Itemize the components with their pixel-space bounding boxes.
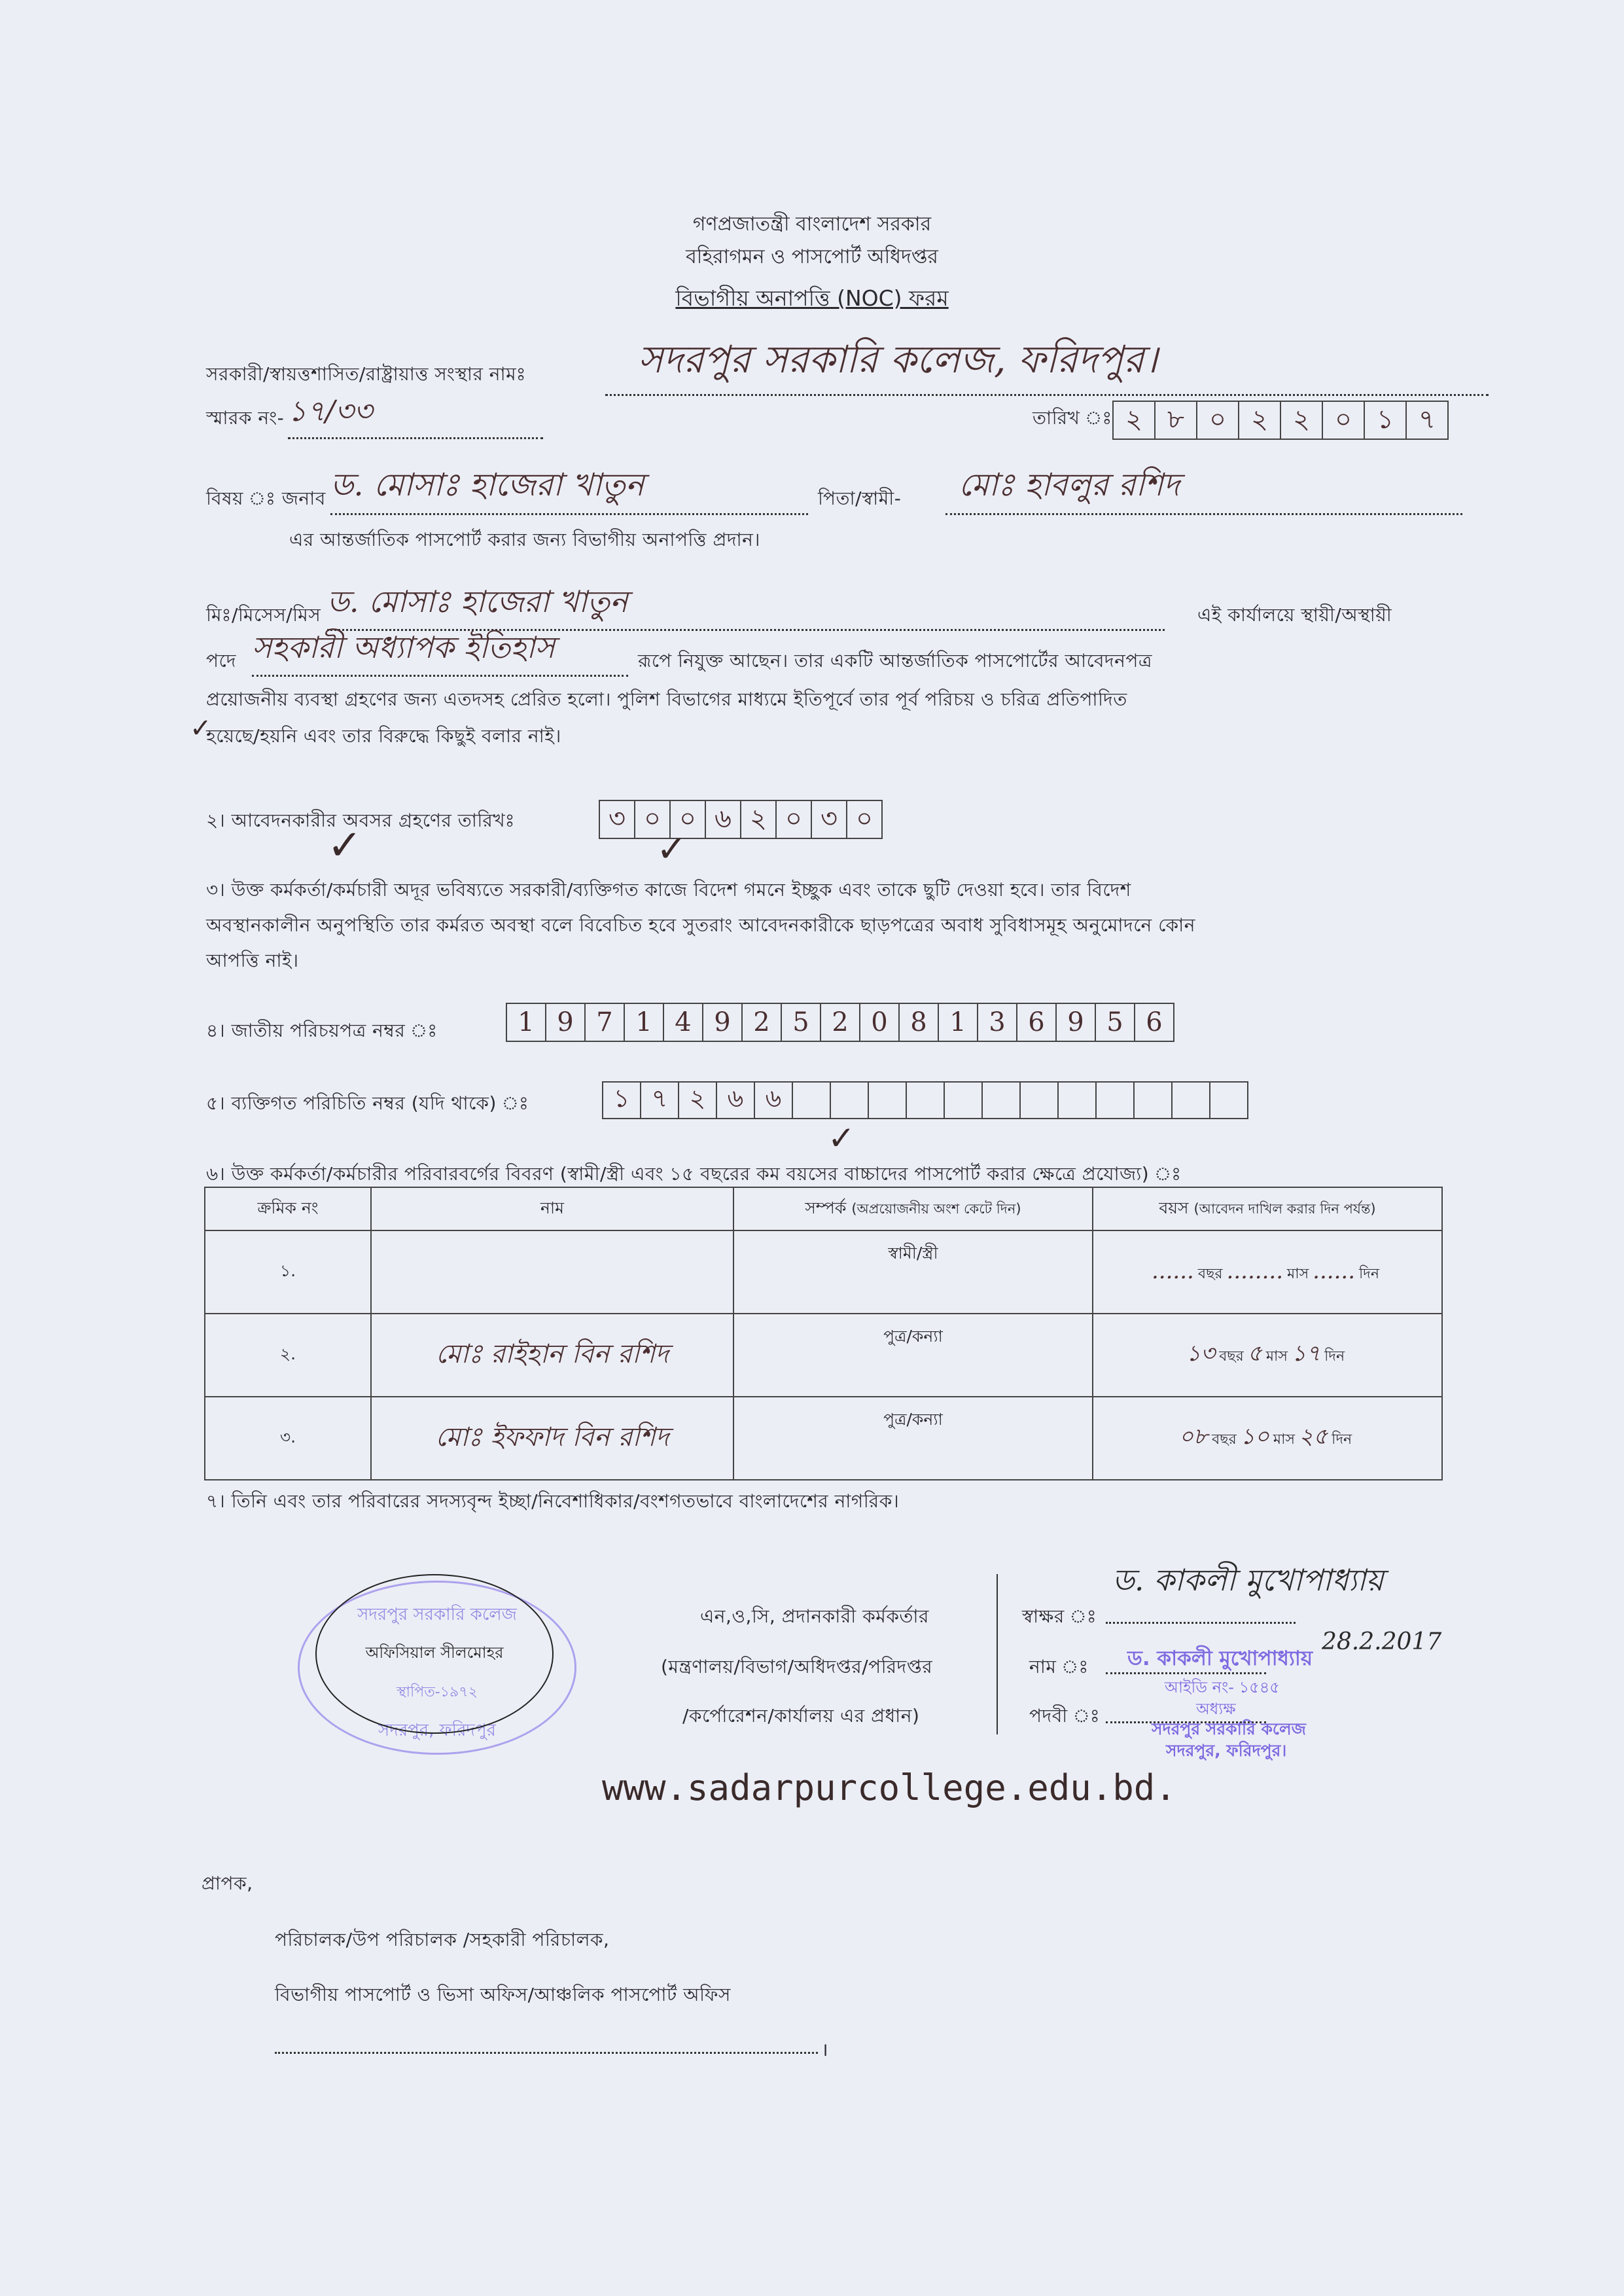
para1-name-field[interactable]: ড. মোসাঃ হাজেরা খাতুন xyxy=(327,579,1165,631)
row-name[interactable]: মোঃ রাইহান বিন রশিদ xyxy=(371,1314,733,1397)
subject-line-2: এর আন্তর্জাতিক পাসপোর্ট করার জন্য বিভাগীয় অনাপত্তি প্রদান। xyxy=(289,529,760,550)
retirement-date-boxes[interactable] xyxy=(599,800,883,839)
row-serial: ১. xyxy=(205,1230,371,1314)
retirement-digit-2[interactable]: ০ xyxy=(635,801,671,838)
nid-digit-7[interactable]: 2 xyxy=(743,1004,782,1041)
personal-id-digit-15[interactable] xyxy=(1135,1083,1173,1118)
date-digit-1[interactable]: ২ xyxy=(1114,402,1156,439)
header-line-2: বহিরাগমন ও পাসপোর্ট অধিদপ্তর xyxy=(686,245,938,268)
personal-id-digit-5[interactable]: ৬ xyxy=(755,1083,793,1118)
website-handwritten: www.sadarpurcollege.edu.bd. xyxy=(602,1767,1176,1808)
recipient-line-1: পরিচালক/উপ পরিচালক /সহকারী পরিচালক, xyxy=(275,1929,610,1950)
nid-digit-15[interactable]: 9 xyxy=(1057,1004,1096,1041)
nid-boxes[interactable] xyxy=(506,1003,1174,1042)
org-label: সরকারী/স্বায়ত্তশাসিত/রাষ্ট্রায়াত্ত সংস্থার নামঃ xyxy=(206,363,527,385)
divider xyxy=(997,1574,998,1734)
form-title: বিভাগীয় অনাপত্তি (NOC) ফরম xyxy=(675,285,949,311)
row-age[interactable] xyxy=(1093,1314,1442,1397)
designation-stamp: অধ্যক্ষ xyxy=(1196,1700,1236,1718)
personal-id-digit-12[interactable] xyxy=(1021,1083,1059,1118)
table-row xyxy=(205,1230,1442,1314)
personal-id-digit-2[interactable]: ৭ xyxy=(641,1083,679,1118)
row-relation[interactable]: পুত্র/কন্যা xyxy=(733,1314,1093,1397)
col-age: বয়স (আবেদন দাখিল করার দিন পর্যন্ত) xyxy=(1093,1187,1442,1230)
personal-id-digit-11[interactable] xyxy=(983,1083,1021,1118)
memo-number-field[interactable]: ১৭/৩৩ xyxy=(288,389,543,439)
item7-text: ৭। তিনি এবং তার পরিবারের সদস্যবৃন্দ ইচ্ছা/নিবেশাধিকার/বংশগতভাবে বাংলাদেশের নাগরিক। xyxy=(206,1490,900,1512)
personal-id-digit-6[interactable] xyxy=(793,1083,831,1118)
personal-id-digit-14[interactable] xyxy=(1097,1083,1135,1118)
designation-label: পদবী ঃ xyxy=(1029,1705,1101,1727)
date-digit-8[interactable]: ৭ xyxy=(1418,404,1436,435)
personal-id-digit-8[interactable] xyxy=(869,1083,907,1118)
father-label: পিতা/স্বামী- xyxy=(818,488,902,509)
age-unit-label: মাস xyxy=(1265,1348,1288,1365)
nid-digit-2[interactable]: 9 xyxy=(546,1004,586,1041)
table-header-row xyxy=(205,1187,1442,1230)
age-unit-label: মাস xyxy=(1273,1431,1295,1448)
date-digit-7[interactable]: ১ xyxy=(1365,402,1407,439)
name-label: নাম ঃ xyxy=(1029,1656,1089,1677)
family-table xyxy=(204,1187,1443,1480)
org-name-field[interactable]: সদরপুর সরকারি কলেজ, ফরিদপুর। xyxy=(605,331,1489,396)
nid-digit-12[interactable]: 1 xyxy=(939,1004,978,1041)
signatory-left-2: (মন্ত্রণালয়/বিভাগ/অধিদপ্তর/পরিদপ্তর xyxy=(661,1656,933,1677)
recipient-label: প্রাপক, xyxy=(202,1873,253,1894)
nid-digit-10[interactable]: 0 xyxy=(860,1004,900,1041)
retirement-digit-5[interactable]: ২ xyxy=(741,801,777,838)
col-relation: সম্পর্ক (অপ্রয়োজনীয় অংশ কেটে দিন) xyxy=(733,1187,1093,1230)
seal-placeholder-oval xyxy=(315,1574,554,1734)
id-stamp: আইডি নং- ১৫৪৫ xyxy=(1165,1678,1280,1696)
age-months[interactable]: ১০ xyxy=(1240,1424,1269,1450)
personal-id-digit-17[interactable] xyxy=(1210,1083,1247,1118)
para1-post-suffix: রূপে নিযুক্ত আছেন। তার একটি আন্তর্জাতিক পাসপোর্টের আবেদনপত্র xyxy=(638,650,1152,672)
table-row xyxy=(205,1314,1442,1397)
nid-digit-8[interactable]: 5 xyxy=(782,1004,821,1041)
date-label: তারিখ ঃ xyxy=(1033,407,1112,429)
seal-label: অফিসিয়াল সীলমোহর xyxy=(365,1643,504,1662)
memo-label: স্মারক নং- xyxy=(206,407,285,429)
recipient-line-3: । xyxy=(821,2039,829,2060)
item4-label: ৪। জাতীয় পরিচয়পত্র নম্বর ঃ xyxy=(206,1020,438,1041)
nid-digit-9[interactable]: 2 xyxy=(821,1004,860,1041)
nid-digit-6[interactable]: 9 xyxy=(703,1004,743,1041)
check-mark-icon: ✓ xyxy=(327,821,362,870)
item6-label: ৬। উক্ত কর্মকর্তা/কর্মচারীর পরিবারবর্গের বিবরণ (স্বামী/স্ত্রী এবং ১৫ বছরের কম বয়সের বাচ্চাদের পাসপোর্ট করার ক্ষেত্রে প্রযোজ্য) ঃ xyxy=(206,1163,1182,1185)
retirement-digit-7[interactable]: ৩ xyxy=(812,801,847,838)
sign-label: স্বাক্ষর ঃ xyxy=(1022,1605,1097,1627)
age-unit-label: মাস xyxy=(1287,1265,1309,1282)
date-digit-5[interactable]: ২ xyxy=(1281,402,1323,439)
nid-digit-16[interactable]: 5 xyxy=(1096,1004,1135,1041)
age-days[interactable]: ২৫ xyxy=(1299,1424,1328,1450)
date-digit-2[interactable]: ৮ xyxy=(1156,402,1197,439)
age-years[interactable]: ...... xyxy=(1152,1257,1194,1284)
nid-digit-13[interactable]: 3 xyxy=(978,1004,1017,1041)
sign-date: 28.2.2017 xyxy=(1322,1628,1442,1655)
age-unit-label: বছর xyxy=(1212,1431,1237,1448)
personal-id-digit-4[interactable]: ৬ xyxy=(717,1083,755,1118)
personal-id-digit-13[interactable] xyxy=(1059,1083,1097,1118)
row-relation[interactable]: পুত্র/কন্যা xyxy=(733,1397,1093,1480)
date-digit-4[interactable]: ২ xyxy=(1239,402,1281,439)
check-mark-icon: ✓ xyxy=(828,1119,855,1157)
nid-digit-1[interactable]: 1 xyxy=(507,1004,546,1041)
seal-ring-top: সদরপুর সরকারি কলেজ xyxy=(357,1605,517,1624)
signature-line xyxy=(1106,1622,1296,1624)
location-stamp: সদরপুর, ফরিদপুর। xyxy=(1166,1741,1287,1760)
nid-digit-11[interactable]: 8 xyxy=(900,1004,939,1041)
para1-prefix: মিঃ/মিসেস/মিস xyxy=(206,604,321,626)
signatory-left-1: এন,ও,সি, প্রদানকারী কর্মকর্তার xyxy=(700,1605,929,1627)
table-row xyxy=(205,1397,1442,1480)
personal-id-digit-16[interactable] xyxy=(1173,1083,1210,1118)
retirement-digit-4[interactable]: ৬ xyxy=(706,801,741,838)
para1-post-label: পদে xyxy=(206,650,236,672)
age-unit-label: দিন xyxy=(1332,1431,1352,1448)
row-name[interactable]: মোঃ ইফফাদ বিন রশিদ xyxy=(371,1397,733,1480)
nid-digit-14[interactable]: 6 xyxy=(1017,1004,1057,1041)
nid-digit-4[interactable]: 1 xyxy=(625,1004,664,1041)
seal-established: স্থাপিত-১৯৭২ xyxy=(397,1684,478,1700)
col-serial: ক্রমিক নং xyxy=(205,1187,371,1230)
retirement-digit-1[interactable]: ৩ xyxy=(600,801,635,838)
retirement-digit-8[interactable]: ০ xyxy=(855,803,873,834)
row-serial: ৩. xyxy=(205,1397,371,1480)
signature: ড. কাকলী মুখোপাধ্যায় xyxy=(1112,1562,1384,1598)
row-relation[interactable]: স্বামী/স্ত্রী xyxy=(733,1230,1093,1314)
item3-line-1: ৩। উক্ত কর্মকর্তা/কর্মচারী অদূর ভবিষ্যতে সরকারী/ব্যক্তিগত কাজে বিদেশ গমনে ইচ্ছুক এবং তাকে ছুটি দেওয়া হবে। তার বিদেশ xyxy=(206,879,1131,901)
row-age[interactable] xyxy=(1093,1230,1442,1314)
age-unit-label: বছর xyxy=(1197,1265,1223,1282)
nid-digit-17[interactable]: 6 xyxy=(1146,1007,1163,1037)
date-digit-3[interactable]: ০ xyxy=(1197,402,1239,439)
row-name[interactable] xyxy=(371,1230,733,1314)
age-unit-label: দিন xyxy=(1359,1265,1379,1282)
age-months[interactable]: ........ xyxy=(1226,1257,1284,1284)
item3-line-2: অবস্থানকালীন অনুপস্থিতি তার কর্মরত অবস্থা বলে বিবেচিত হবে সুতরাং আবেদনকারীকে ছাড়পত্রের অবাধ সুবিধাসমূহ অনুমোদনে কোন xyxy=(206,914,1195,936)
row-age[interactable] xyxy=(1093,1397,1442,1480)
father-name-field[interactable]: মোঃ হাবলুর রশিদ xyxy=(945,461,1462,515)
age-days[interactable]: ...... xyxy=(1313,1257,1356,1284)
recipient-line-2: বিভাগীয় পাসপোর্ট ও ভিসা অফিস/আঞ্চলিক পাসপোর্ট অফিস xyxy=(275,1984,731,2005)
age-months[interactable]: ৫ xyxy=(1247,1340,1262,1367)
date-digit-6[interactable]: ০ xyxy=(1323,402,1365,439)
age-years[interactable]: ০৮ xyxy=(1178,1424,1208,1450)
college-stamp: সদরপুর সরকারি কলেজ xyxy=(1152,1719,1306,1738)
personal-id-digit-10[interactable] xyxy=(945,1083,983,1118)
signatory-left-3: /কর্পোরেশন/কার্যালয় এর প্রধান) xyxy=(682,1705,920,1727)
subject-label: বিষয় ঃ জনাব xyxy=(206,488,326,509)
para1-line-4: হয়েছে/হয়নি এবং তার বিরুদ্ধে কিছুই বলার নাই। xyxy=(206,725,561,747)
age-days[interactable]: ১৭ xyxy=(1291,1340,1321,1367)
nid-digit-3[interactable]: 7 xyxy=(586,1004,625,1041)
subject-name-field[interactable]: ড. মোসাঃ হাজেরা খাতুন xyxy=(330,461,808,515)
post-field[interactable]: সহকারী অধ্যাপক ইতিহাস xyxy=(252,625,628,677)
item5-label: ৫। ব্যক্তিগত পরিচিতি নম্বর (যদি থাকে) ঃ xyxy=(206,1092,529,1114)
personal-id-digit-7[interactable] xyxy=(831,1083,869,1118)
name-stamp: ড. কাকলী মুখোপাধ্যায় xyxy=(1127,1647,1313,1670)
recipient-address-field[interactable] xyxy=(275,2052,818,2054)
age-unit-label: দিন xyxy=(1324,1348,1345,1365)
retirement-digit-3[interactable]: ০ xyxy=(671,801,706,838)
retirement-digit-6[interactable]: ০ xyxy=(777,801,812,838)
check-mark-icon: ✓ xyxy=(656,828,687,870)
row-serial: ২. xyxy=(205,1314,371,1397)
personal-id-boxes[interactable] xyxy=(602,1081,1248,1119)
item3-line-3: আপত্তি নাই। xyxy=(206,950,299,971)
para1-line-3: প্রয়োজনীয় ব্যবস্থা গ্রহণের জন্য এতদসহ প্রেরিত হলো। পুলিশ বিভাগের মাধ্যমে ইতিপূর্বে তার পূর্ব পরিচয় ও চরিত্র প্রতিপাদিত xyxy=(206,689,1127,710)
date-boxes[interactable] xyxy=(1112,401,1449,440)
nid-digit-5[interactable]: 4 xyxy=(664,1004,703,1041)
col-name: নাম xyxy=(371,1187,733,1230)
check-mark-icon: ✓ xyxy=(190,713,212,744)
seal-ring-bottom: সদরপুর, ফরিদপুর xyxy=(378,1721,496,1740)
para1-office-text: এই কার্যালয়ে স্থায়ী/অস্থায়ী xyxy=(1197,604,1392,626)
age-unit-label: বছর xyxy=(1219,1348,1244,1365)
age-years[interactable]: ১৩ xyxy=(1186,1340,1216,1367)
header-line-1: গণপ্রজাতন্ত্রী বাংলাদেশ সরকার xyxy=(692,213,932,236)
item2-label: ২। আবেদনকারীর অবসর গ্রহণের তারিখঃ xyxy=(206,810,516,831)
personal-id-digit-3[interactable]: ২ xyxy=(679,1083,717,1118)
personal-id-digit-1[interactable]: ১ xyxy=(603,1083,641,1118)
personal-id-digit-9[interactable] xyxy=(907,1083,945,1118)
